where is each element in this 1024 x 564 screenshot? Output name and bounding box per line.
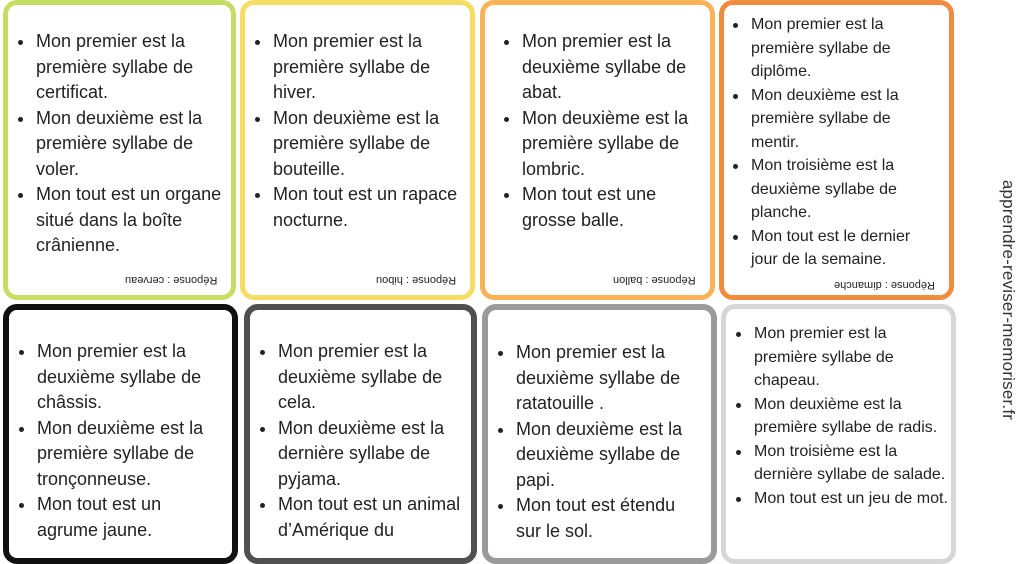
card-line: Mon tout est un rapace nocturne. xyxy=(273,182,473,233)
card-7 xyxy=(482,304,717,564)
card-line: Mon deuxième est la première syllabe de bouteille. xyxy=(273,106,473,183)
card-line: Mon deuxième est la dernière syllabe de pyjama. xyxy=(278,416,463,493)
card-4 xyxy=(719,0,954,300)
card-answer: Réponse : dimanche xyxy=(834,279,935,291)
card-line: Mon deuxième est la première syllabe de mentir. xyxy=(751,84,921,155)
card-line: Mon deuxième est la première syllabe de lombric. xyxy=(522,106,702,183)
card-line: Mon tout est un organe situé dans la boîte crânienne. xyxy=(36,182,236,259)
card-line: Mon troisième est la deuxième syllabe de planche. xyxy=(751,154,921,225)
card-line: Mon deuxième est la deuxième syllabe de papi. xyxy=(516,417,696,494)
card-line: Mon tout est un jeu de mot. xyxy=(754,487,954,511)
card-line: Mon premier est la première syllabe de hiver. xyxy=(273,29,473,106)
card-line: Mon tout est un animal d’Amérique du xyxy=(278,492,463,543)
card-line: Mon premier est la deuxième syllabe de châssis. xyxy=(37,339,227,416)
card-line: Mon tout est un agrume jaune. xyxy=(37,492,227,543)
card-line: Mon troisième est la dernière syllabe de salade. xyxy=(754,440,954,487)
card-8 xyxy=(721,304,956,564)
card-line: Mon deuxième est la première syllabe de tronçonneuse. xyxy=(37,416,227,493)
card-line: Mon premier est la première syllabe de diplôme. xyxy=(751,13,921,84)
card-answer: Réponse : ballon xyxy=(613,274,696,286)
card-line: Mon premier est la deuxième syllabe de ratatouille . xyxy=(516,340,696,417)
card-line: Mon tout est le dernier jour de la semaine. xyxy=(751,225,921,272)
card-line: Mon deuxième est la première syllabe de radis. xyxy=(754,393,954,440)
card-answer: Réponse : hibou xyxy=(375,274,456,286)
card-line: Mon premier est la première syllabe de chapeau. xyxy=(754,322,954,393)
card-5 xyxy=(3,304,238,564)
site-url: apprendre-reviser-memoriser.fr xyxy=(999,179,1018,421)
card-line: Mon tout est étendu sur le sol. xyxy=(516,493,696,544)
card-line: Mon premier est la deuxième syllabe de abat. xyxy=(522,29,702,106)
card-line: Mon premier est la deuxième syllabe de cela. xyxy=(278,339,463,416)
card-line: Mon tout est une grosse balle. xyxy=(522,182,702,233)
site-watermark xyxy=(993,180,1023,420)
card-3 xyxy=(480,0,715,300)
card-6 xyxy=(244,304,477,564)
card-line: Mon premier est la première syllabe de certificat. xyxy=(36,29,236,106)
card-answer: Réponse : cerveau xyxy=(124,274,217,286)
card-line: Mon deuxième est la première syllabe de voler. xyxy=(36,106,236,183)
card-2 xyxy=(240,0,475,300)
card-1 xyxy=(3,0,236,300)
